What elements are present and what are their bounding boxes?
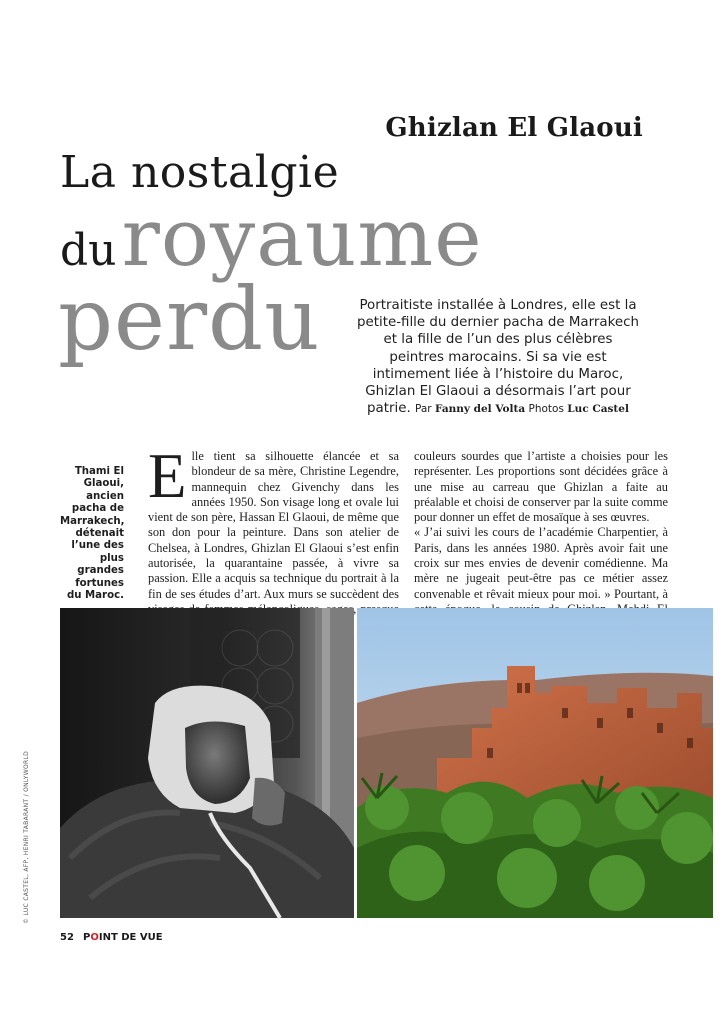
byline-photographer: Luc Castel: [567, 403, 629, 416]
photo-caption: Thami El Glaoui, ancien pacha de Marrakech, détenait l’une des plus grandes fortunes du Maroc.: [60, 466, 125, 602]
standfirst: [355, 297, 641, 418]
article-kicker: Ghizlan El Glaoui: [385, 113, 643, 143]
title-line-1: La nostalgie: [60, 147, 340, 198]
byline-par: Par: [414, 403, 432, 416]
byline-author: Fanny del Volta: [434, 403, 526, 416]
magazine-name-p: P: [83, 932, 91, 943]
magazine-name-rest: INT DE VUE: [98, 932, 163, 943]
body-column-2-paragraph-2: « J’ai suivi les cours de l’académie Charpentier, à Paris, dans les années 1980. Après avoir fait une croix sur mes envies de devenir comédienne. Ma mère ne jugeait peut-être pas ce métier assez convenable et rêvait mieux pour moi. » Pourtant, à: [414, 525, 668, 601]
kasbah-photo: [357, 608, 713, 918]
portrait-photo-illustration: [60, 608, 354, 918]
body-column-2: [414, 449, 668, 599]
body-column-1: [148, 441, 399, 601]
magazine-name: [83, 932, 163, 943]
photo-credit: © LUC CASTEL, AFP, HENRI TABARANT / ONLYWORLD: [23, 750, 30, 924]
drop-cap: E: [148, 441, 187, 511]
page-number: 52: [60, 932, 74, 943]
title-line-3: perdu: [58, 270, 321, 370]
portrait-photo: [60, 608, 354, 918]
magazine-logo-o: O: [90, 932, 99, 943]
title-word-royaume: royaume: [121, 191, 483, 284]
byline-photos: Photos: [528, 403, 564, 416]
kasbah-photo-illustration: [357, 608, 713, 918]
body-column-2-paragraph-1: couleurs sourdes que l’artiste a choisies pour les représenter. Les proportions sont décidées grâce à une mise au carreau que Ghizlan a faite au préalable et choisi de conserver par la suite comme pour donner un effet de mosaïque à ses œuvres.: [414, 449, 668, 525]
body-column-1-text: lle tient sa silhouette élancée et sa blondeur de sa mère, Christine Legendre, mannequin chez Givenchy dans les années 1950. Son visage long et ovale lui vient de son père, Hassan El Glaoui, de même que son don pour la peinture. Dans son atelier de Chelsea, à Londres, Ghizlan El Glaoui s’est enfin autorisée, la quarantaine passée, à vivre sa passion. Elle a acquis sa technique du portrait à la fin de ses études d’art. Aux murs se succèdent des: [148, 449, 399, 601]
standfirst-text: Portraitiste installée à Londres, elle est la petite-fille du dernier pacha de Marrakech et la fille de l’un des plus célèbres peintres marocains. Si sa vie est intimement liée à l’histoire du Maroc, Ghizlan El Glaoui a désormais l’art pour patrie.: [357, 298, 639, 417]
byline: [415, 403, 629, 415]
title-word-du: du: [60, 225, 117, 276]
